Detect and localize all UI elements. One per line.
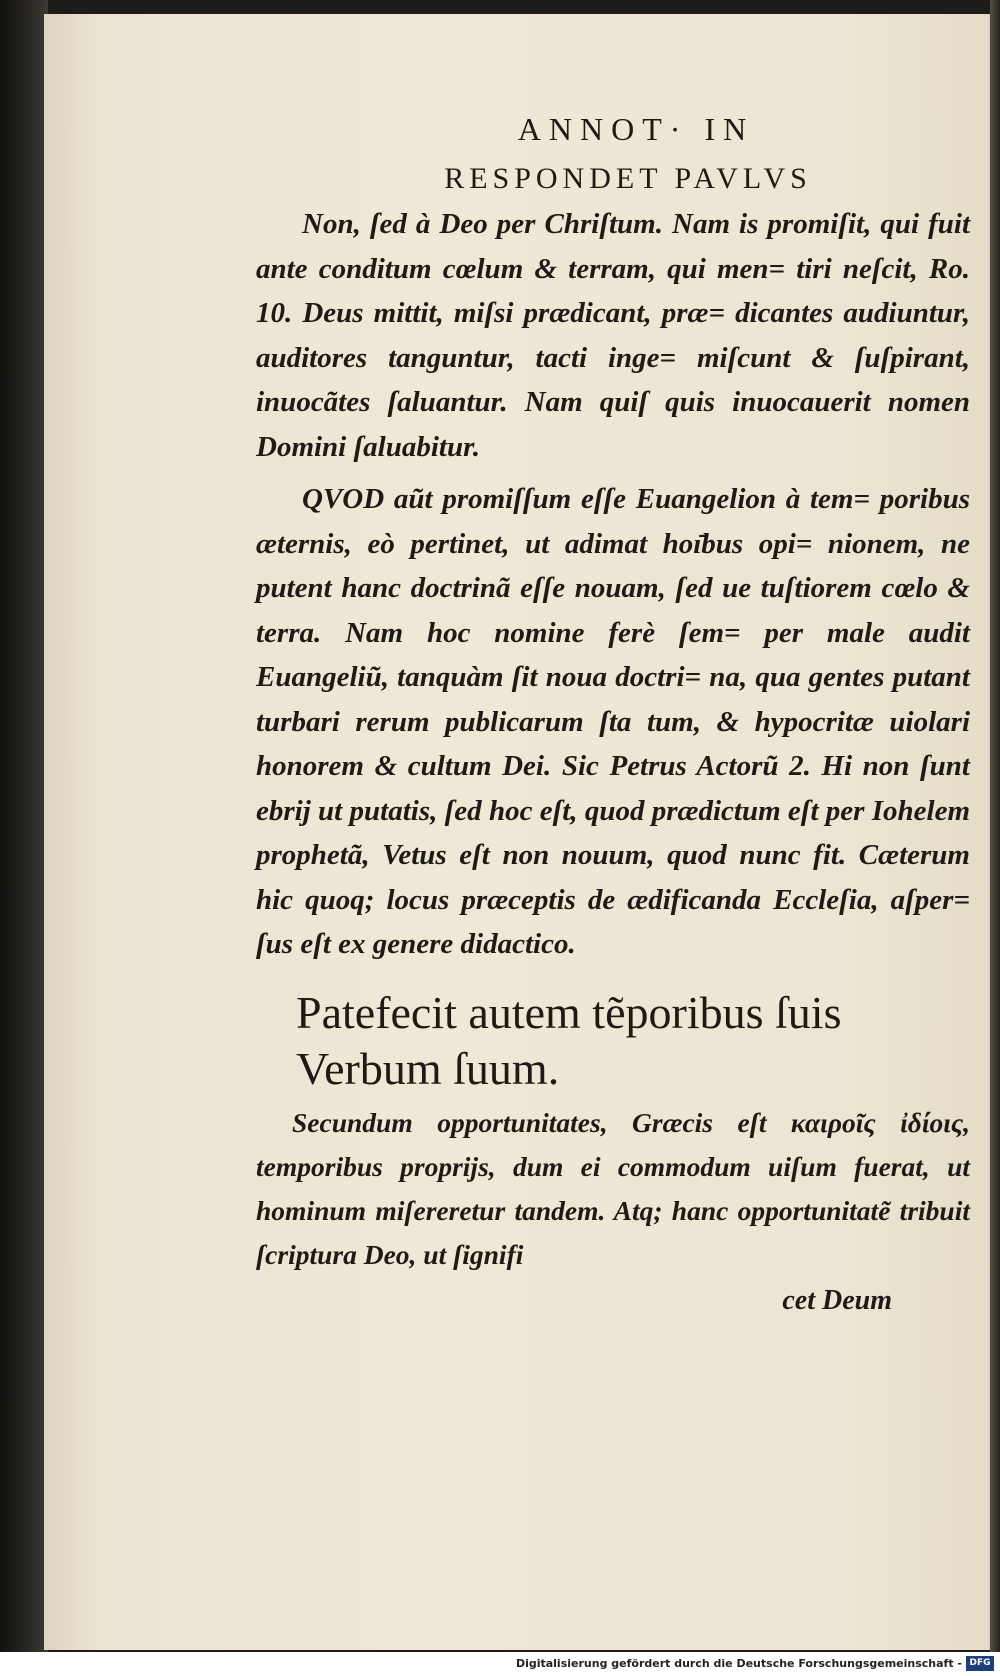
running-head: ANNOT· IN	[517, 111, 755, 147]
book-page	[44, 14, 994, 1650]
footer-bar	[0, 1652, 1000, 1676]
dfg-logo: DFG	[966, 1656, 994, 1671]
section-heading: RESPONDET PAVLVS	[444, 162, 812, 195]
catchword: cet Deum	[782, 1284, 892, 1316]
funding-notice: Digitalisierung gefördert durch die Deutsche Forschungsgemeinschaft -	[515, 1657, 962, 1670]
book-spine-shadow	[0, 0, 48, 1652]
page-text	[256, 106, 976, 1321]
paragraph-3: Secundum opportunitates, Græcis eſt καιροῖς ἰδίοις, temporibus proprijs, dum ei commodum uiſum fuerat, ut hominum miſereretur tandem. Atq; hanc opportunitatẽ tribuit ſcriptura Deo, ut ſignifi	[256, 1106, 970, 1270]
paragraph-2: QVOD aũt promiſſum eſſe Euangelion à tem= poribus æternis, eò pertinet, ut adimat hoı̄bus opi= nionem, ne putent hanc doctrinã eſſe nouam, ſed ue tuſtiorem cœlo & terra. Nam hoc nomine ferè ſem= per male audit Euangeliũ, tanquàm ſit noua doctri= na, qua gentes putant turbari rerum publicarum ſta tum, & hypocritæ uiolari honorem & cultum Dei. Sic Petrus Actorũ 2. Hi non ſunt ebrij ut putatis, ſed hoc eſt, quod prædictum eſt per Iohelem prophetã, Vetus eſt non nouum, quod nunc fit. Cæterum hic quoq; locus præceptis de ædificanda Eccleſia, aſper= ſus eſt ex genere didactico.	[256, 483, 970, 960]
book-cover-edge	[990, 0, 1000, 1652]
paragraph-1: Non, ſed à Deo per Chriſtum. Nam is promiſit, qui fuit ante conditum cœlum & terram, qui men= tiri neſcit, Ro. 10. Deus mittit, miſsi prædicant, præ= dicantes audiuntur, auditores tanguntur, tacti inge= miſcunt & ſuſpirant, inuocãtes ſaluantur. Nam quiſ quis inuocauerit nomen Domini ſaluabitur.	[256, 208, 970, 463]
lemma-heading: Patefecit autem tẽporibus ſuis Verbum ſuum.	[296, 986, 842, 1094]
